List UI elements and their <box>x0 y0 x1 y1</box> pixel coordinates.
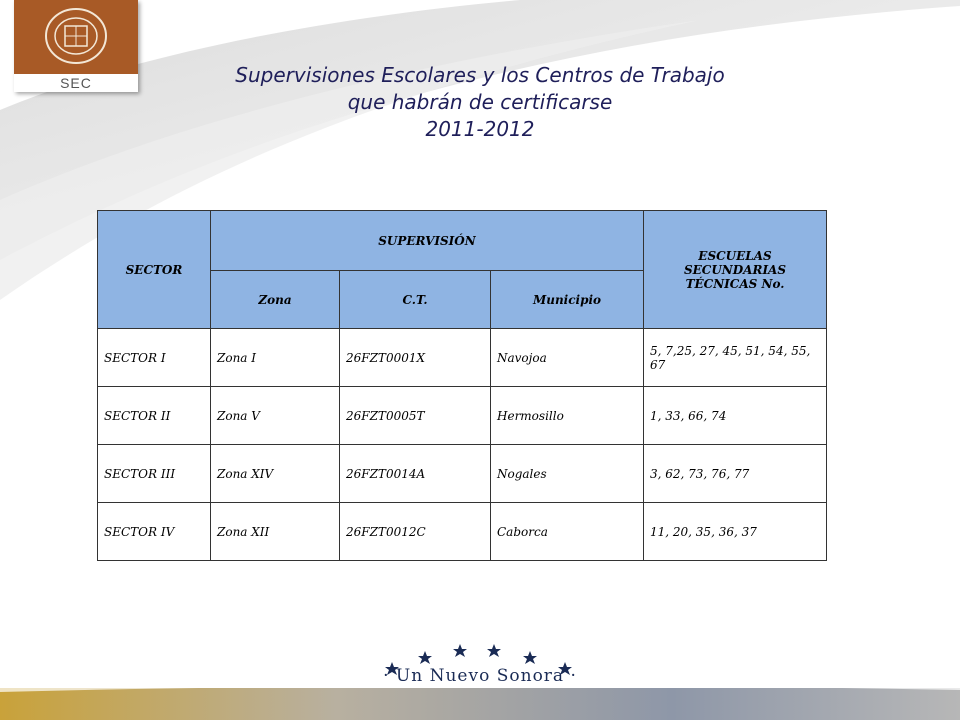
cell-ct: 26FZT0014A <box>340 445 491 503</box>
header-escuelas: ESCUELAS SECUNDARIAS TÉCNICAS No. <box>644 211 827 329</box>
title-line-3: 2011-2012 <box>425 117 535 141</box>
table-row <box>98 387 827 445</box>
cell-zona: Zona XIV <box>211 445 340 503</box>
cell-zona: Zona XII <box>211 503 340 561</box>
header-ct: C.T. <box>340 271 491 329</box>
header-supervision: SUPERVISIÓN <box>211 211 644 271</box>
page-title <box>180 62 780 143</box>
cell-municipio: Nogales <box>491 445 644 503</box>
table-row <box>98 445 827 503</box>
cell-sector: SECTOR III <box>98 445 211 503</box>
header-zona: Zona <box>211 271 340 329</box>
cell-zona: Zona I <box>211 329 340 387</box>
logo-label: SEC <box>60 75 92 91</box>
sec-logo <box>14 0 138 92</box>
header-municipio: Municipio <box>491 271 644 329</box>
cell-ct: 26FZT0001X <box>340 329 491 387</box>
cell-municipio: Hermosillo <box>491 387 644 445</box>
table-row <box>98 503 827 561</box>
table-header-row <box>98 211 827 271</box>
cell-escuelas: 5, 7,25, 27, 45, 51, 54, 55, 67 <box>644 329 827 387</box>
cell-sector: SECTOR IV <box>98 503 211 561</box>
cell-escuelas: 11, 20, 35, 36, 37 <box>644 503 827 561</box>
title-line-2: que habrán de certificarse <box>347 90 613 114</box>
cell-ct: 26FZT0012C <box>340 503 491 561</box>
table-row <box>98 329 827 387</box>
footer-slogan: · Un Nuevo Sonora · <box>383 666 577 686</box>
cell-zona: Zona V <box>211 387 340 445</box>
cell-escuelas: 1, 33, 66, 74 <box>644 387 827 445</box>
cell-municipio: Navojoa <box>491 329 644 387</box>
cell-escuelas: 3, 62, 73, 76, 77 <box>644 445 827 503</box>
header-sector: SECTOR <box>98 211 211 329</box>
supervision-table <box>97 210 827 561</box>
footer-band <box>0 680 960 720</box>
title-line-1: Supervisiones Escolares y los Centros de Trabajo <box>235 63 725 87</box>
cell-sector: SECTOR II <box>98 387 211 445</box>
cell-municipio: Caborca <box>491 503 644 561</box>
state-seal-icon <box>36 6 116 66</box>
cell-ct: 26FZT0005T <box>340 387 491 445</box>
cell-sector: SECTOR I <box>98 329 211 387</box>
